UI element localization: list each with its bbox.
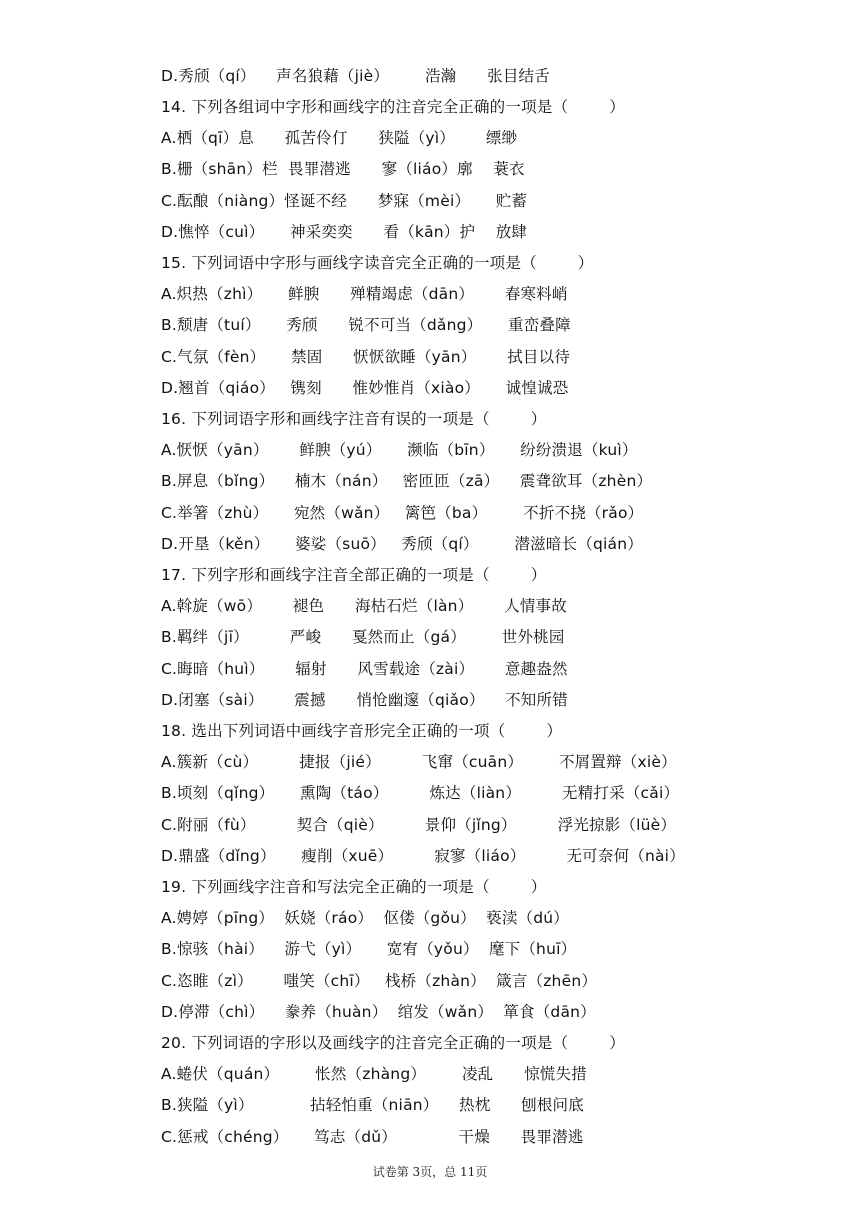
- option-line: C.举箸（zhù） 宛然（wǎn） 篱笆（ba） 不折不挠（rǎo）: [161, 504, 644, 522]
- question-stem: 18. 选出下列词语中画线字音形完全正确的一项（ ）: [161, 722, 563, 740]
- option-line: B.栅（shān）栏 畏罪潜逃 寥（liáo）廓 蓑衣: [161, 160, 525, 178]
- option-line: A.斡旋（wō） 褪色 海枯石烂（làn） 人情事故: [161, 597, 567, 615]
- option-line: D.翘首（qiáo） 镌刻 惟妙惟肖（xiào） 诚惶诚恐: [161, 379, 569, 397]
- page-footer: 试卷第 3页，总 11页: [372, 1165, 488, 1179]
- option-line: B.屏息（bǐng） 楠木（nán） 密匝匝（zā） 震聋欲耳（zhèn）: [161, 472, 653, 490]
- option-line: B.颓唐（tuí） 秀颀 锐不可当（dǎng） 重峦叠障: [161, 316, 571, 334]
- option-line: C.晦暗（huì） 辐射 风雪载途（zài） 意趣盎然: [161, 660, 568, 678]
- option-line: D.开垦（kěn） 婆娑（suō） 秀颀（qí） 潜滋暗长（qián）: [161, 535, 643, 553]
- option-line: C.恣睢（zì） 嗤笑（chī） 栈桥（zhàn） 箴言（zhēn）: [161, 972, 598, 990]
- option-line: D.停滞（chì） 豢养（huàn） 绾发（wǎn） 箪食（dān）: [161, 1003, 596, 1021]
- option-line: A.恹恹（yān） 鲜腴（yú） 濒临（bīn） 纷纷溃退（kuì）: [161, 441, 638, 459]
- question-stem: 14. 下列各组词中字形和画线字的注音完全正确的一项是（ ）: [161, 98, 625, 116]
- question-stem: 20. 下列词语的字形以及画线字的注音完全正确的一项是（ ）: [161, 1034, 625, 1052]
- option-line: D.憔悴（cuì） 神采奕奕 看（kān）护 放肆: [161, 223, 528, 241]
- question-stem: 17. 下列字形和画线字注音全部正确的一项是（ ）: [161, 566, 547, 584]
- question-stem: 16. 下列词语字形和画线字注音有误的一项是（ ）: [161, 410, 547, 428]
- option-line: B.惊骇（hài） 游弋（yì） 宽宥（yǒu） 麾下（huī）: [161, 940, 577, 958]
- option-line: D.闭塞（sài） 震撼 悄怆幽邃（qiǎo） 不知所错: [161, 691, 568, 709]
- option-line: A.蜷伏（quán） 怅然（zhàng） 凌乱 惊慌失措: [161, 1065, 587, 1083]
- option-line: A.炽热（zhì） 鲜腴 殚精竭虑（dān） 春寒料峭: [161, 285, 568, 303]
- option-line: C.气氛（fèn） 禁固 恹恹欲睡（yān） 拭目以待: [161, 348, 571, 366]
- option-line: B.羁绊（jī） 严峻 戛然而止（gá） 世外桃园: [161, 628, 565, 646]
- option-line: B.狭隘（yì） 拈轻怕重（niān） 热枕 刨根问底: [161, 1096, 584, 1114]
- option-line: A.栖（qī）息 孤苦伶仃 狭隘（yì） 缥缈: [161, 129, 518, 147]
- option-line: A.簇新（cù） 捷报（jié） 飞窜（cuān） 不屑置辩（xiè）: [161, 753, 677, 771]
- option-line: C.惩戒（chéng） 笃志（dǔ） 干燥 畏罪潜逃: [161, 1128, 584, 1146]
- text-line: D.秀颀（qí） 声名狼藉（jiè） 浩瀚 张目结舌: [161, 67, 550, 85]
- option-line: A.娉婷（pīng） 妖娆（ráo） 伛偻（gǒu） 亵渎（dú）: [161, 909, 569, 927]
- option-line: C.附丽（fù） 契合（qiè） 景仰（jǐng） 浮光掠影（lüè）: [161, 816, 677, 834]
- option-line: C.酝酿（niàng）怪诞不经 梦寐（mèi） 贮蓄: [161, 192, 528, 210]
- question-stem: 15. 下列词语中字形与画线字读音完全正确的一项是（ ）: [161, 254, 594, 272]
- option-line: B.顷刻（qǐng） 熏陶（táo） 炼达（liàn） 无精打采（cǎi）: [161, 784, 680, 802]
- option-line: D.鼎盛（dǐng） 瘦削（xuē） 寂寥（liáo） 无可奈何（nài）: [161, 847, 685, 865]
- question-stem: 19. 下列画线字注音和写法完全正确的一项是（ ）: [161, 878, 547, 896]
